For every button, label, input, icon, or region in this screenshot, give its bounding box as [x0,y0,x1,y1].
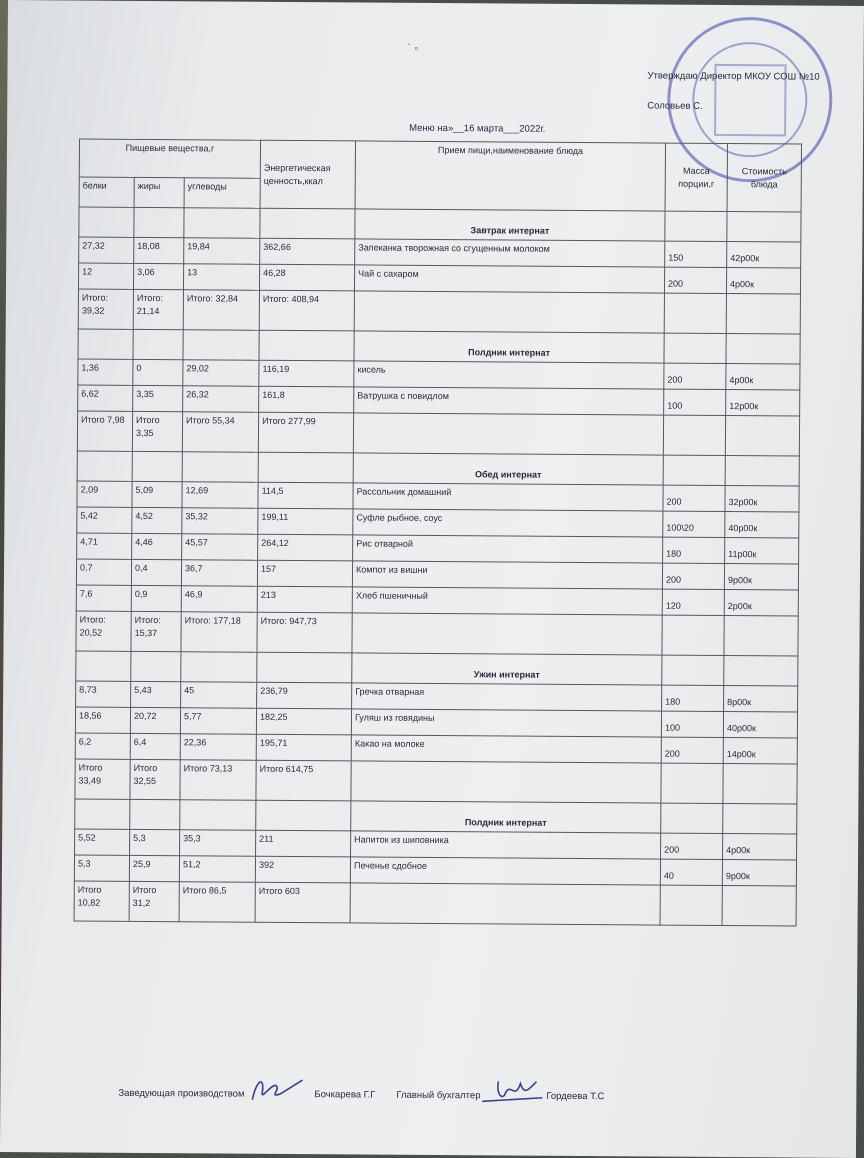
energy-cell: 199,11 [258,508,353,535]
empty-cell [727,212,801,243]
proteins-cell: 8,73 [76,681,131,707]
proteins-cell: 7,6 [76,585,131,611]
total-cell: Итого 603 [255,882,350,923]
energy-cell: 161,8 [259,386,354,413]
cost-cell: 12р00к [726,390,800,417]
carbs-cell: 19,84 [184,238,260,265]
fats-cell: 5,43 [131,681,181,707]
empty-cell [661,763,723,803]
proteins-cell: 1,36 [78,359,133,385]
empty-cell [352,613,662,655]
mass-cell: 200 [665,267,727,293]
empty-cell [258,452,353,483]
proteins-cell: 5,42 [77,507,132,533]
proteins-cell: 6,2 [75,733,130,759]
dish-name-cell: Гуляш из говядины [351,709,661,737]
proteins-cell: 5,52 [75,829,130,855]
energy-cell: 116,19 [259,360,354,387]
section-title: Ужин интернат [352,653,662,685]
section-title: Обед интернат [353,453,663,485]
mass-cell: 180 [662,685,724,711]
director-name: Соловьев С. [647,100,703,112]
total-row [75,759,797,804]
production-head-label: Заведующая производством [118,1087,245,1100]
cost-cell: 32р00к [725,486,799,513]
cost-cell: 11р00к [725,538,799,565]
proteins-header: белки [79,177,134,207]
cost-cell: 2р00к [724,590,798,617]
total-row [76,611,798,656]
empty-cell [663,455,725,485]
empty-cell [724,616,798,657]
empty-cell [130,799,180,829]
cost-cell: 4р00к [726,364,800,391]
dish-name-cell: Запеканка творожная со сгущенным молоком [355,239,665,267]
fats-cell: 5,09 [132,481,182,507]
accountant-signature [478,1075,550,1108]
carbs-cell: 13 [183,264,259,291]
cost-cell: 40р00к [725,512,799,539]
mass-cell: 200 [662,563,724,589]
mass-cell: 100\20 [663,511,725,537]
energy-cell: 46,28 [260,264,355,291]
carbs-cell: 12,69 [182,482,258,509]
fats-cell: 20,72 [130,707,180,733]
proteins-cell: 18,56 [75,707,130,733]
meal-header: Прием пищи,наименование блюда [355,141,665,211]
empty-cell [260,208,355,239]
empty-cell [662,615,724,655]
empty-cell [350,883,660,925]
energy-cell: 213 [257,586,352,613]
fats-cell: 18,08 [134,237,184,263]
menu-title: Меню на»__16 марта___2022г. [409,122,546,135]
mass-cell: 200 [661,737,723,763]
total-cell: Итого 55,34 [182,412,258,453]
empty-cell [354,291,664,333]
total-cell: Итого: 39,32 [78,289,133,329]
total-cell: Итого 10,82 [74,881,129,921]
empty-cell [664,293,726,333]
empty-cell [351,761,661,803]
total-cell: Итого: 947,73 [257,612,352,653]
mass-cell: 120 [662,589,724,615]
total-cell: Итого 86,5 [179,882,255,923]
empty-cell [134,207,184,237]
total-cell: Итого 7,98 [77,411,132,451]
production-head-signature [246,1072,306,1106]
total-cell: Итого 31,2 [129,881,179,921]
empty-cell [353,413,663,455]
ink-mark: ˙ ◦ [407,42,419,55]
cost-cell: 9р00к [722,860,796,887]
energy-cell: 182,25 [256,708,351,735]
dish-name-cell: Компот из вишни [352,561,662,589]
energy-cell: 264,12 [258,534,353,561]
total-cell: Итого: 177,18 [181,612,257,653]
cost-cell: 40р00к [723,712,797,739]
proteins-cell: 5,3 [74,855,129,881]
total-cell: Итого 33,49 [75,759,130,799]
carbs-cell: 29,02 [183,360,259,387]
dish-name-cell: Рис отварной [353,535,663,563]
total-row [77,411,799,456]
energy-cell: 195,71 [256,734,351,761]
total-cell: Итого 32,55 [130,759,180,799]
empty-cell [183,330,259,361]
proteins-cell: 4,71 [77,533,132,559]
cost-cell: 9р00к [724,564,798,591]
empty-cell [725,416,799,457]
energy-cell: 362,66 [260,238,355,265]
mass-cell: 150 [665,241,727,267]
dish-name-cell: Какао на молоке [351,735,661,763]
carbs-cell: 5,77 [180,708,256,735]
carbs-cell: 46,9 [181,586,257,613]
empty-cell [181,652,257,683]
mass-cell: 100 [661,711,723,737]
production-head-name: Бочкарева Г.Г [314,1089,376,1101]
fats-cell: 6,4 [130,733,180,759]
empty-cell [180,800,256,831]
fats-cell: 4,46 [132,533,182,559]
empty-cell [257,652,352,683]
dish-name-cell: Суфле рыбное, соус [353,509,663,537]
total-cell: Итого: 20,52 [76,611,131,651]
carbs-cell: 35,32 [182,508,258,535]
total-cell: Итого: 15,37 [131,611,181,651]
total-cell: Итого: 32,84 [183,290,259,331]
empty-cell [662,655,724,685]
empty-cell [725,456,799,487]
empty-cell [665,211,727,241]
total-cell: Итого 614,75 [256,760,351,801]
empty-cell [723,804,797,835]
empty-cell [256,800,351,831]
empty-cell [132,451,182,481]
menu-table [74,138,802,926]
fats-cell: 0 [133,359,183,385]
cost-cell: 8р00к [724,686,798,713]
fats-header: жиры [134,177,184,207]
section-title: Завтрак интернат [355,209,665,241]
empty-cell [184,208,260,239]
mass-cell: 200 [663,485,725,511]
empty-cell [259,330,354,361]
empty-cell [663,415,725,455]
fats-cell: 4,52 [132,507,182,533]
cost-cell: 4р00к [723,834,797,861]
carbs-cell: 45 [181,682,257,709]
nutrients-header: Пищевые вещества,г [79,139,260,178]
mass-cell: 40 [660,859,722,885]
dish-name-cell: Хлеб пшеничный [352,587,662,615]
total-row [74,881,796,926]
fats-cell: 5,3 [130,829,180,855]
fats-cell: 25,9 [129,855,179,881]
total-cell: Итого 3,35 [132,411,182,451]
proteins-cell: 2,09 [77,481,132,507]
mass-cell: 200 [661,833,723,859]
dish-name-cell: Гречка отварная [352,683,662,711]
cost-header: Стоимость блюда [727,144,801,213]
empty-cell [79,207,134,237]
empty-cell [78,329,133,359]
fats-cell: 3,06 [133,263,183,289]
empty-cell [664,333,726,363]
carbs-cell: 36,7 [181,560,257,587]
carbs-header: углеводы [184,178,260,209]
energy-cell: 157 [257,560,352,587]
empty-cell [660,885,722,925]
proteins-cell: 12 [78,263,133,289]
empty-cell [131,651,181,681]
mass-cell: 180 [663,537,725,563]
mass-header: Масса порции,г [665,143,727,211]
empty-cell [724,656,798,687]
section-title: Полдник интернат [354,331,664,363]
carbs-cell: 51,2 [179,856,255,883]
fats-cell: 0,4 [131,559,181,585]
proteins-cell: 6,62 [78,385,133,411]
fats-cell: 0,9 [131,585,181,611]
mass-cell: 100 [664,389,726,415]
empty-cell [182,452,258,483]
proteins-cell: 0,7 [76,559,131,585]
dish-name-cell: Чай с сахаром [355,265,665,293]
empty-cell [723,764,797,805]
accountant-name: Гордеева Т.С [546,1090,605,1103]
dish-name-cell: Печенье сдобное [350,857,660,885]
energy-cell: 236,79 [257,682,352,709]
energy-cell: 211 [256,830,351,857]
total-cell: Итого: 408,94 [259,290,354,331]
approve-text: Утверждаю Директор МКОУ СОШ №10 [647,70,820,83]
section-title: Полдник интернат [351,801,661,833]
cost-cell: 4р00к [726,268,800,295]
dish-name-cell: Ватрушка с повидлом [354,387,664,415]
total-cell: Итого: 21,14 [133,289,183,329]
carbs-cell: 45,57 [182,534,258,561]
energy-header: Энергетическая ценность,ккал [260,140,355,209]
carbs-cell: 22,36 [180,734,256,761]
dish-name-cell: Напиток из шиповника [351,831,661,859]
empty-cell [722,886,796,927]
carbs-cell: 35,3 [180,830,256,857]
empty-cell [726,334,800,365]
cost-cell: 42р00к [727,242,801,269]
dish-name-cell: Рассольник домашний [353,483,663,511]
proteins-cell: 27,32 [79,237,134,263]
carbs-cell: 26,32 [183,386,259,413]
cost-cell: 14р00к [723,738,797,765]
fats-cell: 3,35 [133,385,183,411]
empty-cell [661,803,723,833]
total-cell: Итого 277,99 [258,412,353,453]
dish-name-cell: кисель [354,361,664,389]
total-row [78,289,800,334]
empty-cell [133,329,183,359]
mass-cell: 200 [664,363,726,389]
accountant-label: Главный бухгалтер [396,1089,481,1102]
energy-cell: 114,5 [258,482,353,509]
empty-cell [75,799,130,829]
total-cell: Итого 73,13 [180,760,256,801]
empty-cell [76,651,131,681]
energy-cell: 392 [255,856,350,883]
empty-cell [726,294,800,335]
empty-cell [77,451,132,481]
